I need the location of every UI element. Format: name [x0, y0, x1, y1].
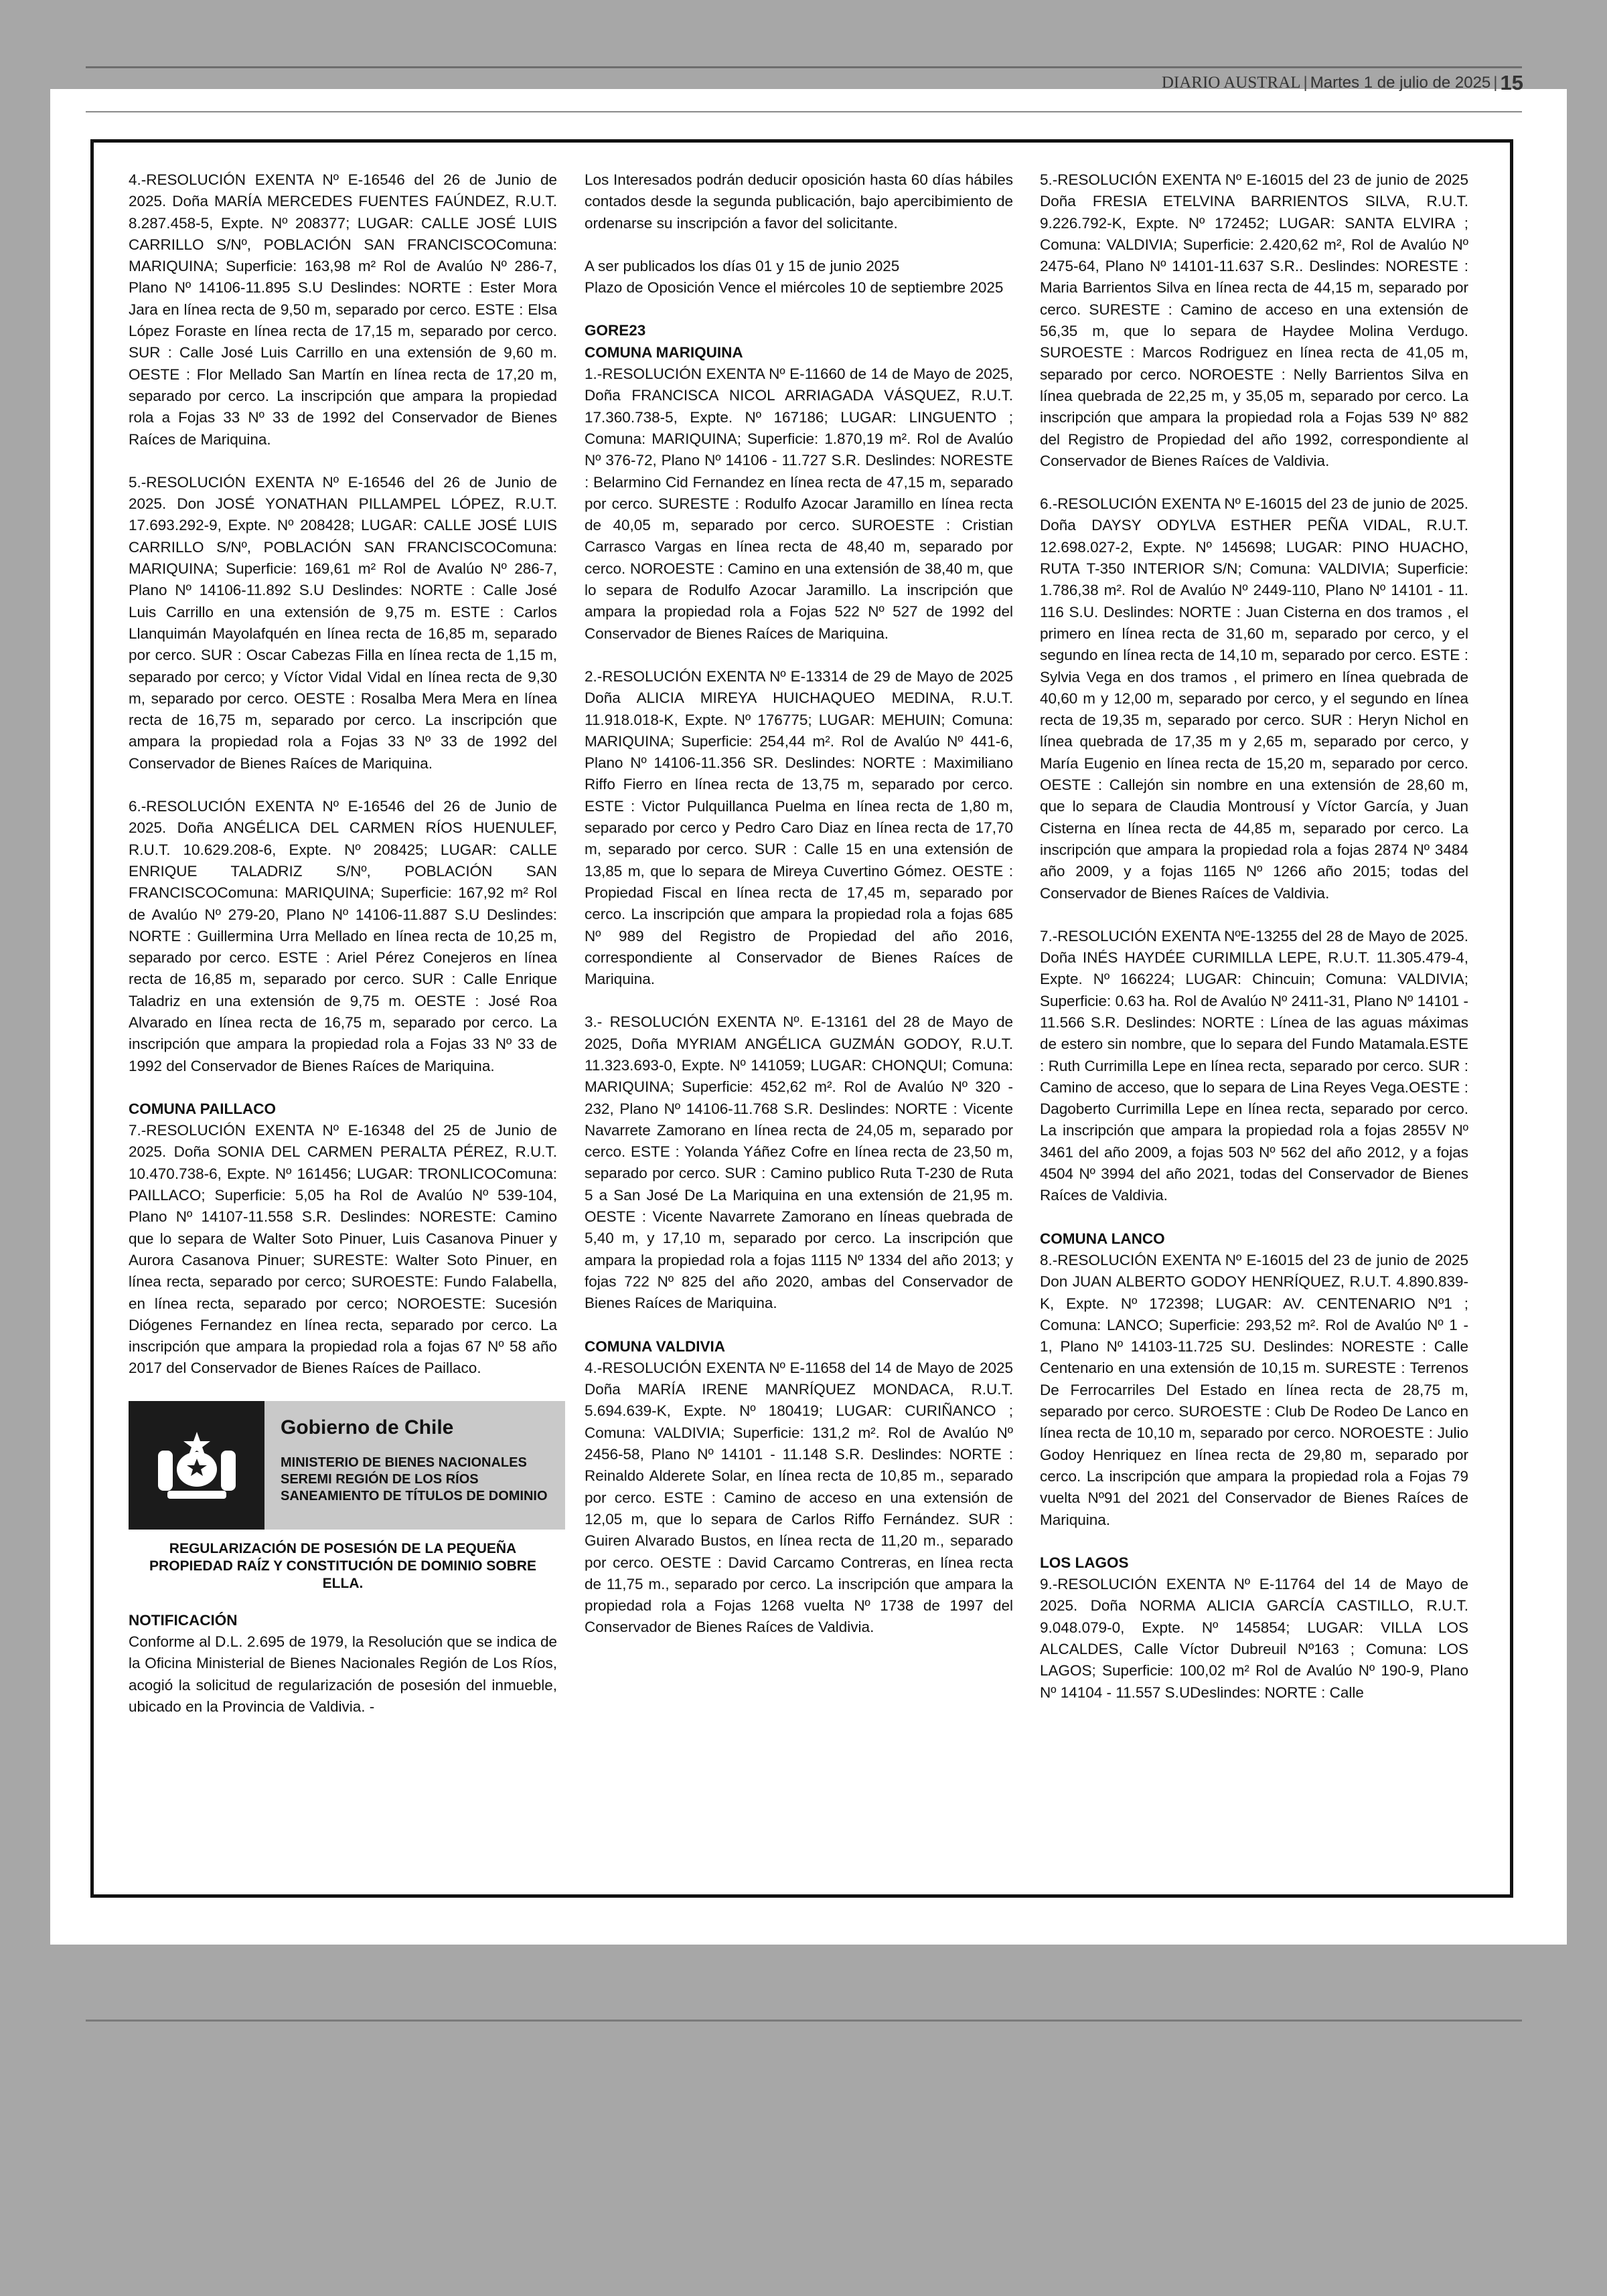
notice-frame [90, 139, 1513, 1898]
resolution-5-valdivia: 5.-RESOLUCIÓN EXENTA Nº E-16015 del 23 de junio de 2025 Doña FRESIA ETELVINA BARRIENTOS SILVA, R.U.T. 9.226.792-K, Expte. Nº 172452; LUGAR: SANTA ELVIRA ; Comuna: VALDIVIA; Superficie: 2.420,62 m², Rol de Avalúo Nº 2475-64, Plano Nº 14101-11.637 S.R.. Deslindes: NORESTE : Maria Barrientos Silva en línea recta de 44,15 m, separado por cerco. SURESTE : Camino de acceso en una extensión de 56,35 m, que lo separa de Haydee Molina Verdugo. SUROESTE : Marcos Rodriguez en línea recta de 41,05 m, separado por cerco. NOROESTE : Nelly Barrientos Silva en línea quebrada de 22,25 m, y 35,05 m, separado por cerco. La inscripción que ampara la propiedad rola a Fojas 539 Nº 882 del Registro de Propiedad del año 1992, correspondiente al Conservador de Bienes Raíces de Valdivia. [1040, 171, 1468, 469]
notificacion-heading: NOTIFICACIÓN [129, 1611, 238, 1629]
gobierno-de-chile-block [129, 1401, 565, 1530]
seremi-line: SEREMI REGIÓN DE LOS RÍOS [281, 1471, 479, 1487]
oposicion-text: Los Interesados podrán deducir oposición hasta 60 días hábiles contados desde la segunda publicación, bajo apercibimiento de ordenarse su inscripción a favor del solicitante. [585, 171, 1013, 232]
section-heading-los-lagos: LOS LAGOS [1040, 1554, 1129, 1571]
resolution-3-mariquina: 3.- RESOLUCIÓN EXENTA Nº. E-13161 del 28 de Mayo de 2025, Doña MYRIAM ANGÉLICA GUZMÁN GODOY, R.U.T. 11.323.693-0, Expte. Nº 141059; LUGAR: CHONQUI; Comuna: MARIQUINA; Superficie: 452,62 m². Rol de Avalúo Nº 320 - 232, Plano Nº 14106-11.768 S.R. Deslindes: NORTE : Vicente Navarrete Zamorano en línea recta de 24,05 m, separado por cerco. ESTE : Yolanda Yáñez Cofre en línea recta de 23,50 m, separado por cerco. SUR : Camino publico Ruta T-230 de Ruta 5 a San José De La Mariquina en una extensión de 21,95 m. OESTE : Vicente Navarrete Zamorano en líneas quebrada de 5,40 m, y 17,10 m, separado por cerco. La inscripción que ampara la propiedad rola a fojas 1115 Nº 1334 del año 2013; y fojas 722 Nº 825 del año 2020, ambas del Conservador de Bienes Raíces de Mariquina. [585, 1013, 1013, 1312]
page-header [1161, 70, 1523, 96]
header-date: Martes 1 de julio de 2025 [1310, 74, 1491, 92]
resolution-4-valdivia: 4.-RESOLUCIÓN EXENTA Nº E-11658 del 14 de Mayo de 2025 Doña MARÍA IRENE MANRÍQUEZ MONDACA, R.U.T. 5.694.639-K, Expte. Nº 180419; LUGAR: CURIÑANCO ; Comuna: VALDIVIA; Superficie: 131,2 m². Rol de Avalúo Nº 2456-58, Plano Nº 14101 - 11.148 S.R. Deslindes: NORTE : Reinaldo Alderete Solar, en línea recta de 10,85 m., separado por cerco. ESTE : Camino de acceso en una extensión de 12,05 m, que lo separa de Carlos Riffo Fernández. SUR : Guiren Alvarado Bustos, en línea recta de 11,20 m., separado por cerco. OESTE : David Carcamo Contreras, en línea recta de 11,75 m., separado por cerco. La inscripción que ampara la propiedad rola a Fojas 1268 vuelta Nº 1738 de 1997 del Conservador de Bienes Raíces de Valdivia. [585, 1359, 1013, 1636]
publication-dates: A ser publicados los días 01 y 15 de junio 2025 [585, 257, 900, 274]
chile-coat-of-arms-icon [129, 1401, 264, 1530]
page-number: 15 [1500, 71, 1523, 94]
header-separator: | [1303, 74, 1308, 92]
notificacion-text: Conforme al D.L. 2.695 de 1979, la Resolución que se indica de la Oficina Ministerial de Bienes Nacionales Región de Los Ríos, acogió la solicitud de regularización de posesión del inmueble, ubicado en la Provincia de Valdivia. - [129, 1633, 557, 1715]
section-heading-lanco: COMUNA LANCO [1040, 1230, 1165, 1247]
opposition-deadline: Plazo de Oposición Vence el miércoles 10 de septiembre 2025 [585, 279, 1004, 297]
resolution-1-mariquina: 1.-RESOLUCIÓN EXENTA Nº E-11660 de 14 de Mayo de 2025, Doña FRANCISCA NICOL ARRIAGADA VÁSQUEZ, R.U.T. 17.360.738-5, Expte. Nº 167186; LUGAR: LINGUENTO ; Comuna: MARIQUINA; Superficie: 1.870,19 m². Rol de Avalúo Nº 376-72, Plano Nº 14106 - 11.727 S.R. Deslindes: NORESTE : Belarmino Cid Fernandez en línea recta de 47,15 m, separado por cerco. SURESTE : Rodulfo Azocar Jaramillo en línea recta de 40,05 m, separado por cerco. SUROESTE : Cristian Carrasco Vargas en línea recta de 48,40 m, separado por cerco. NOROESTE : Camino en una extensión de 38,40 m, que lo separa de Rodulfo Azocar Jaramillo. La inscripción que ampara la propiedad rola a Fojas 522 Nº 527 de 1992 del Conservador de Bienes Raíces de Mariquina. [585, 365, 1013, 642]
resolution-6-valdivia: 6.-RESOLUCIÓN EXENTA Nº E-16015 del 23 de junio de 2025. Doña DAYSY ODYLVA ESTHER PEÑA VIDAL, R.U.T. 12.698.027-2, Expte. Nº 145698; LUGAR: PINO HUACHO, RUTA T-350 INTERIOR S/N; Comuna: VALDIVIA; Superficie: 1.786,38 m². Rol de Avalúo Nº 2449-110, Plano Nº 14101 - 11. 116 S.U. Deslindes: NORTE : Juan Cisterna en dos tramos , el primero en línea recta de 31,60 m, separado por cerco, y el segundo en línea recta de 14,10 m, separado por cerco. ESTE : Sylvia Vega en dos tramos , el primero en línea quebrada de 40,60 m y 12,00 m, separado por cerco, y el segundo en línea recta de 19,35 m, separado por cerco. SUR : Heryn Nichol en línea quebrada de 17,35 m y 2,65 m, separado por cerco, y María Eugenio en línea recta de 15,20 m, separado por cerco. OESTE : Callejón sin nombre en una extensión de 28,60 m, que lo separa de Claudia Montrousí y Víctor García, y Juan Cisterna en línea recta de 44,85 m, separado por cerco. La inscripción que ampara la propiedad rola a fojas 2874 Nº 3484 año 2009, y a fojas 1165 Nº 1266 año 2015; todas del Conservador de Bienes Raíces de Valdivia. [1040, 495, 1468, 902]
bottom-rule [86, 2020, 1522, 2022]
header-rule [86, 111, 1522, 112]
column-3 [1040, 169, 1468, 1725]
regularizacion-title: REGULARIZACIÓN DE POSESIÓN DE LA PEQUEÑA PROPIEDAD RAÍZ Y CONSTITUCIÓN DE DOMINIO SOBRE ELLA. [149, 1540, 536, 1591]
gore-code: GORE23 [585, 322, 646, 339]
newspaper-name: DIARIO AUSTRAL [1161, 74, 1301, 92]
resolution-6-mariquina: 6.-RESOLUCIÓN EXENTA Nº E-16546 del 26 de Junio de 2025. Doña ANGÉLICA DEL CARMEN RÍOS HUENULEF, R.U.T. 10.629.208-6, Expte. Nº 208425; LUGAR: CALLE ENRIQUE TALADRIZ S/Nº, POBLACIÓN SAN FRANCISCOComuna: MARIQUINA; Superficie: 167,92 m² Rol de Avalúo Nº 279-20, Plano Nº 14106-11.887 S.U Deslindes: NORTE : Guillermina Urra Mellado en línea recta de 10,25 m, separado por cerco. ESTE : Ariel Pérez Conejeros en línea recta de 16,85 m, separado por cerco. SUR : Calle Enrique Taladriz en una extensión de 9,75 m. OESTE : José Roa Alvarado en línea recta de 16,75 m, separado por cerco. La inscripción que ampara la propiedad rola a Fojas 33 Nº 33 de 1992 del Conservador de Bienes Raíces de Mariquina. [129, 798, 557, 1074]
resolution-2-mariquina: 2.-RESOLUCIÓN EXENTA Nº E-13314 de 29 de Mayo de 2025 Doña ALICIA MIREYA HUICHAQUEO MEDINA, R.U.T. 11.918.018-K, Expte. Nº 176775; LUGAR: MEHUIN; Comuna: MARIQUINA; Superficie: 254,44 m². Rol de Avalúo Nº 441-6, Plano Nº 14106-11.356 SR. Deslindes: NORTE : Maximiliano Riffo Fierro en línea recta de 13,75 m, separado por cerco. ESTE : Victor Pulquillanca Puelma en línea recta de 1,80 m, separado por cerco y Pedro Caro Diaz en línea recta de 17,70 m, separado por cerco. SUR : Calle 15 en una extensión de 13,85 m, que lo separa de Mireya Cuvertino Gómez. OESTE : Propiedad Fiscal en línea recta de 17,45 m, separado por cerco. La inscripción que ampara la propiedad rola a fojas 685 Nº 989 del Registro de Propiedad del año 2016, correspondiente al Conservador de Bienes Raíces de Mariquina. [585, 667, 1013, 988]
column-2 [585, 169, 1013, 1660]
column-1 [129, 169, 557, 1739]
resolution-5-mariquina: 5.-RESOLUCIÓN EXENTA Nº E-16546 del 26 de Junio de 2025. Don JOSÉ YONATHAN PILLAMPEL LÓPEZ, R.U.T. 17.693.292-9, Expte. Nº 208428; LUGAR: CALLE JOSÉ LUIS CARRILLO S/Nº, POBLACIÓN SAN FRANCISCOComuna: MARIQUINA; Superficie: 169,61 m² Rol de Avalúo Nº 286-7, Plano Nº 14106-11.892 S.U Deslindes: NORTE : Calle José Luis Carrillo en una extensión de 9,75 m. ESTE : Carlos Llanquimán Mayolafquén en línea recta de 16,85 m, separado por cerco. SUR : Oscar Cabezas Filla en línea recta de 1,15 m, separado por cerco; y Víctor Vidal Vidal en línea recta de 9,30 m, separado por cerco. OESTE : Rosalba Mera Mera en línea recta de 16,75 m, separado por cerco. La inscripción que ampara la propiedad rola a Fojas 33 Nº 33 de 1992 del Conservador de Bienes Raíces de Mariquina. [129, 473, 557, 772]
resolution-9-los-lagos: 9.-RESOLUCIÓN EXENTA Nº E-11764 del 14 de Mayo de 2025. Doña NORMA ALICIA GARCÍA CASTILLO, R.U.T. 9.048.079-0, Expte. Nº 145854; LUGAR: VILLA LOS ALCALDES, Calle Víctor Dubreuil Nº163 ; Comuna: LOS LAGOS; Superficie: 100,02 m² Rol de Avalúo Nº 190-9, Plano Nº 14104 - 11.557 S.UDeslindes: NORTE : Calle [1040, 1576, 1468, 1701]
ministry-line: MINISTERIO DE BIENES NACIONALES [281, 1455, 527, 1470]
gobierno-text [264, 1401, 565, 1530]
section-heading-mariquina: COMUNA MARIQUINA [585, 343, 743, 361]
resolution-4-mariquina: 4.-RESOLUCIÓN EXENTA Nº E-16546 del 26 de Junio de 2025. Doña MARÍA MERCEDES FUENTES FAÚNDEZ, R.U.T. 8.287.458-5, Expte. Nº 208377; LUGAR: CALLE JOSÉ LUIS CARRILLO S/Nº, POBLACIÓN SAN FRANCISCOComuna: MARIQUINA; Superficie: 163,98 m² Rol de Avalúo Nº 286-7, Plano Nº 14106-11.895 S.U Deslindes: NORTE : Ester Mora Jara en línea recta de 9,50 m, separado por cerco. ESTE : Elsa López Foraste en línea recta de 17,15 m, separado por cerco. SUR : Calle José Luis Carrillo en una extensión de 9,60 m. OESTE : Flor Mellado San Martín en línea recta de 17,20 m, separado por cerco. La inscripción que ampara la propiedad rola a Fojas 33 Nº 33 de 1992 del Conservador de Bienes Raíces de Mariquina. [129, 171, 557, 448]
section-heading-paillaco: COMUNA PAILLACO [129, 1100, 276, 1117]
resolution-8-lanco: 8.-RESOLUCIÓN EXENTA Nº E-16015 del 23 de junio de 2025 Don JUAN ALBERTO GODOY HENRÍQUEZ, R.U.T. 4.890.839-K, Expte. Nº 172398; LUGAR: AV. CENTENARIO Nº1 ; Comuna: LANCO; Superficie: 293,52 m². Rol de Avalúo Nº 1 - 1, Plano Nº 14103-11.725 SU. Deslindes: NORESTE : Calle Centenario en una extensión de 10,15 m. SURESTE : Terrenos De Ferrocarriles Del Estado en línea recta de 28,75 m, separado por cerco. SUROESTE : Club De Rodeo De Lanco en línea recta de 10,10 m, separado por cerco. NOROESTE : Julio Godoy Henriquez en línea recta de 29,80 m, separado por cerco. La inscripción que ampara la propiedad rola a Fojas 79 vuelta Nº91 del 2021 del Conservador de Bienes Raíces de Mariquina. [1040, 1251, 1468, 1528]
resolution-7-paillaco: 7.-RESOLUCIÓN EXENTA Nº E-16348 del 25 de Junio de 2025. Doña SONIA DEL CARMEN PERALTA PÉREZ, R.U.T. 10.470.738-6, Expte. Nº 161456; LUGAR: TRONLICOComuna: PAILLACO; Superficie: 5,05 ha Rol de Avalúo Nº 539-104, Plano Nº 14107-11.558 S.R. Deslindes: NORESTE: Camino que lo separa de Walter Soto Pinuer, Luis Casanova Pinuer y Aurora Casanova Pinuer; SURESTE: Walter Soto Pinuer, en línea recta, separado por cerco; SUROESTE: Fundo Falabella, en línea recta, separado por cerco; NOROESTE: Sucesión Diógenes Fernandez en línea recta, separado por cerco. La inscripción que ampara la propiedad rola a fojas 67 Nº 58 año 2017 del Conservador de Bienes Raíces de Paillaco. [129, 1122, 557, 1377]
gobierno-title: Gobierno de Chile [281, 1416, 454, 1439]
saneamiento-line: SANEAMIENTO DE TÍTULOS DE DOMINIO [281, 1488, 548, 1503]
header-separator: | [1493, 74, 1498, 92]
resolution-7-valdivia: 7.-RESOLUCIÓN EXENTA NºE-13255 del 28 de Mayo de 2025. Doña INÉS HAYDÉE CURIMILLA LEPE, R.U.T. 11.305.479-4, Expte. Nº 166224; LUGAR: Chincuin; Comuna: VALDIVIA; Superficie: 0.63 ha. Rol de Avalúo Nº 2411-31, Plano Nº 14101 - 11.566 S.R. Deslindes: NORTE : Línea de las aguas máximas de estero sin nombre, que lo separa del Fundo Matamala.ESTE : Ruth Currimilla Lepe en línea recta, separado por cerco. SUR : Camino de acceso, que lo separa de Lina Reyes Vega.OESTE : Dagoberto Currimilla Lepe en línea recta, separado por cerco. La inscripción que ampara la propiedad rola a fojas 2855V Nº 3461 del año 2009, a fojas 503 Nº 562 del año 2012, y a fojas 4504 Nº 3994 del año 2021, todas del Conservador de Bienes Raíces de Valdivia. [1040, 927, 1468, 1204]
section-heading-valdivia: COMUNA VALDIVIA [585, 1337, 725, 1355]
top-rule [86, 66, 1522, 68]
